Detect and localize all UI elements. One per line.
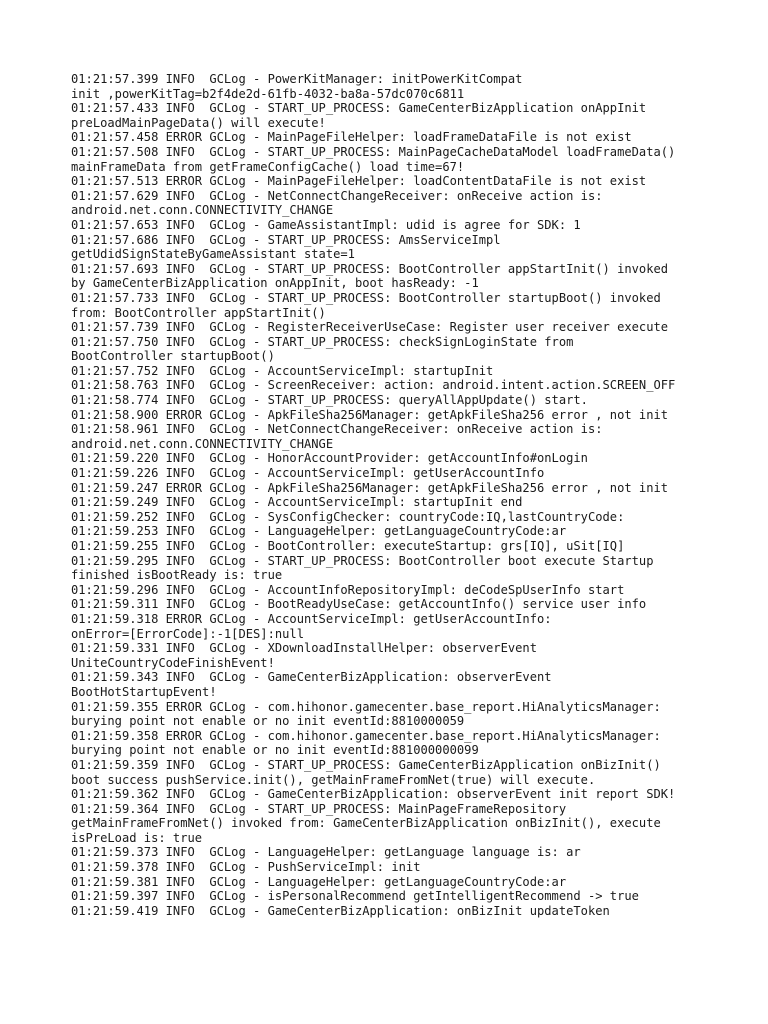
log-line: isPreLoad is: true xyxy=(71,830,203,845)
log-line: 01:21:58.900 ERROR GCLog - ApkFileSha256Manager: getApkFileSha256 error , not init xyxy=(71,407,669,422)
log-line: onError=[ErrorCode]:-1[DES]:null xyxy=(71,626,304,641)
log-line: 01:21:59.359 INFO GCLog - START_UP_PROCESS: GameCenterBizApplication onBizInit() xyxy=(71,757,661,772)
log-line: from: BootController appStartInit() xyxy=(71,305,326,320)
log-line: 01:21:59.419 INFO GCLog - GameCenterBizApplication: onBizInit updateToken xyxy=(71,903,610,918)
log-line: finished isBootReady is: true xyxy=(71,568,283,583)
log-line: 01:21:59.343 INFO GCLog - GameCenterBizApplication: observerEvent xyxy=(71,670,552,685)
log-line: 01:21:59.378 INFO GCLog - PushServiceImpl: init xyxy=(71,860,421,875)
log-line: 01:21:59.247 ERROR GCLog - ApkFileSha256Manager: getApkFileSha256 error , not init xyxy=(71,480,669,495)
log-line: android.net.conn.CONNECTIVITY_CHANGE xyxy=(71,436,334,451)
log-line: BootHotStartupEvent! xyxy=(71,684,217,699)
log-line: 01:21:57.653 INFO GCLog - GameAssistantImpl: udid is agree for SDK: 1 xyxy=(71,217,581,232)
log-text-block xyxy=(71,72,721,918)
log-line: boot success pushService.init(), getMainFrameFromNet(true) will execute. xyxy=(71,772,596,787)
log-line: 01:21:59.381 INFO GCLog - LanguageHelper: getLanguageCountryCode:ar xyxy=(71,874,567,889)
log-line: 01:21:59.295 INFO GCLog - START_UP_PROCESS: BootController boot execute Startup xyxy=(71,553,654,568)
log-line: 01:21:57.399 INFO GCLog - PowerKitManager: initPowerKitCompat xyxy=(71,72,523,86)
log-line: 01:21:59.373 INFO GCLog - LanguageHelper: getLanguage language is: ar xyxy=(71,845,581,860)
log-line: 01:21:59.362 INFO GCLog - GameCenterBizApplication: observerEvent init report SDK! xyxy=(71,787,676,802)
log-line: 01:21:59.358 ERROR GCLog - com.hihonor.gamecenter.base_report.HiAnalyticsManager: xyxy=(71,728,661,743)
log-line: burying point not enable or no init eventId:881000000099 xyxy=(71,743,479,758)
log-line: 01:21:59.226 INFO GCLog - AccountServiceImpl: getUserAccountInfo xyxy=(71,466,545,481)
log-line: mainFrameData from getFrameConfigCache() load time=67! xyxy=(71,159,465,174)
log-line: 01:21:58.774 INFO GCLog - START_UP_PROCESS: queryAllAppUpdate() start. xyxy=(71,393,588,408)
log-line: init ,powerKitTag=b2f4de2d-61fb-4032-ba8a-57dc070c6811 xyxy=(71,86,465,101)
log-line: by GameCenterBizApplication onAppInit, boot hasReady: -1 xyxy=(71,276,479,291)
log-line: 01:21:58.763 INFO GCLog - ScreenReceiver: action: android.intent.action.SCREEN_OFF xyxy=(71,378,676,393)
log-line: 01:21:59.252 INFO GCLog - SysConfigChecker: countryCode:IQ,lastCountryCode: xyxy=(71,509,625,524)
log-line: 01:21:59.311 INFO GCLog - BootReadyUseCase: getAccountInfo() service user info xyxy=(71,597,647,612)
log-line: 01:21:57.733 INFO GCLog - START_UP_PROCESS: BootController startupBoot() invoked xyxy=(71,290,661,305)
log-line: 01:21:57.693 INFO GCLog - START_UP_PROCESS: BootController appStartInit() invoked xyxy=(71,261,669,276)
log-line: 01:21:57.629 INFO GCLog - NetConnectChangeReceiver: onReceive action is: xyxy=(71,188,603,203)
log-line: 01:21:57.508 INFO GCLog - START_UP_PROCESS: MainPageCacheDataModel loadFrameData() xyxy=(71,144,676,159)
log-line: 01:21:59.364 INFO GCLog - START_UP_PROCESS: MainPageFrameRepository xyxy=(71,801,567,816)
log-line: 01:21:59.318 ERROR GCLog - AccountServiceImpl: getUserAccountInfo: xyxy=(71,611,552,626)
log-line: 01:21:59.220 INFO GCLog - HonorAccountProvider: getAccountInfo#onLogin xyxy=(71,451,588,466)
log-line: 01:21:57.458 ERROR GCLog - MainPageFileHelper: loadFrameDataFile is not exist xyxy=(71,130,632,145)
log-line: 01:21:57.433 INFO GCLog - START_UP_PROCESS: GameCenterBizApplication onAppInit xyxy=(71,101,647,116)
log-line: 01:21:57.739 INFO GCLog - RegisterReceiverUseCase: Register user receiver execute xyxy=(71,320,669,335)
log-line: preLoadMainPageData() will execute! xyxy=(71,115,326,130)
log-line: 01:21:59.355 ERROR GCLog - com.hihonor.gamecenter.base_report.HiAnalyticsManager: xyxy=(71,699,661,714)
log-line: burying point not enable or no init eventId:8810000059 xyxy=(71,714,465,729)
log-line: 01:21:59.331 INFO GCLog - XDownloadInstallHelper: observerEvent xyxy=(71,641,537,656)
log-line: 01:21:59.296 INFO GCLog - AccountInfoRepositoryImpl: deCodeSpUserInfo start xyxy=(71,582,625,597)
log-line: 01:21:59.249 INFO GCLog - AccountServiceImpl: startupInit end xyxy=(71,495,523,510)
log-line: UniteCountryCodeFinishEvent! xyxy=(71,655,275,670)
log-line: 01:21:59.253 INFO GCLog - LanguageHelper: getLanguageCountryCode:ar xyxy=(71,524,567,539)
log-line: 01:21:57.750 INFO GCLog - START_UP_PROCESS: checkSignLoginState from xyxy=(71,334,574,349)
log-line: 01:21:57.513 ERROR GCLog - MainPageFileHelper: loadContentDataFile is not exist xyxy=(71,174,647,189)
log-line: 01:21:59.397 INFO GCLog - isPersonalRecommend getIntelligentRecommend -> true xyxy=(71,889,639,904)
log-line: getUdidSignStateByGameAssistant state=1 xyxy=(71,247,355,262)
log-line: android.net.conn.CONNECTIVITY_CHANGE xyxy=(71,203,334,218)
log-line: 01:21:59.255 INFO GCLog - BootController: executeStartup: grs[IQ], uSit[IQ] xyxy=(71,539,625,553)
log-line: 01:21:57.686 INFO GCLog - START_UP_PROCESS: AmsServiceImpl xyxy=(71,232,501,247)
log-line: BootController startupBoot() xyxy=(71,349,275,364)
log-line: getMainFrameFromNet() invoked from: GameCenterBizApplication onBizInit(), execute xyxy=(71,816,661,831)
log-line: 01:21:58.961 INFO GCLog - NetConnectChangeReceiver: onReceive action is: xyxy=(71,422,603,437)
log-line: 01:21:57.752 INFO GCLog - AccountServiceImpl: startupInit xyxy=(71,363,494,378)
